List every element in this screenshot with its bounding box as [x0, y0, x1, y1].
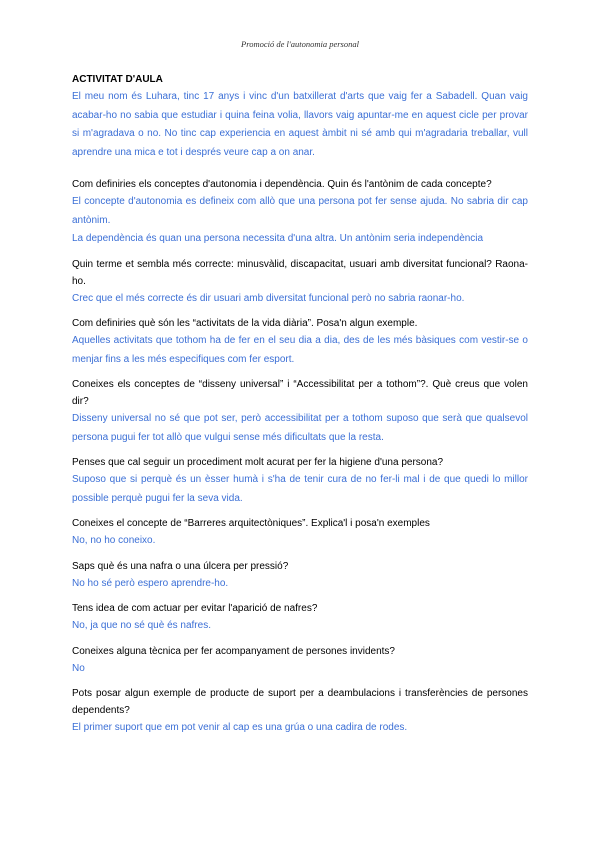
qa-block	[72, 315, 528, 369]
answer-text: No, ja que no sé què és nafres.	[72, 620, 211, 631]
question-text: Quin terme et sembla més correcte: minusvàlid, discapacitat, usuari amb diversitat funcional? Raona-ho.	[72, 258, 528, 287]
question-text: Coneixes el concepte de “Barreres arquitectòniques”. Explica'l i posa'n exemples	[72, 518, 430, 529]
answer-text: No, no ho coneixo.	[72, 535, 156, 546]
qa-block	[72, 600, 528, 636]
qa-block	[72, 643, 528, 679]
answer-text: La dependència és quan una persona necessita d'una altra. Un antònim seria independència	[72, 233, 484, 244]
qa-block	[72, 376, 528, 447]
question-text: Penses que cal seguir un procediment molt acurat per fer la higiene d'una persona?	[72, 457, 444, 468]
answer-text: No	[72, 662, 85, 674]
qa-block	[72, 685, 528, 738]
page-header: Promoció de l'autonomia personal	[241, 39, 359, 49]
answer-text: Disseny universal no sé que pot ser, però accessibilitat per a tothom suposo que serà que qualsevol persona pugui fer tot allò que vulgui sense més dificultats que la resta.	[72, 413, 528, 443]
question-text: Coneixes alguna tècnica per fer acompanyament de persones invidents?	[72, 645, 395, 657]
answer-text: Aquelles activitats que tothom ha de fer en el seu dia a dia, des de les més bàsiques com vestir-se o menjar fins a les més especifiques com fer esport.	[72, 335, 528, 365]
answer-text: No ho sé però espero aprendre-ho.	[72, 577, 229, 589]
qa-block	[72, 176, 528, 249]
question-text: Com definiries els conceptes d'autonomia i dependència. Quin és l'antònim de cada concepte?	[72, 179, 492, 190]
qa-block	[72, 558, 528, 594]
answer-text: Crec que el més correcte és dir usuari amb diversitat funcional però no sabria raonar-ho.	[72, 292, 465, 304]
question-text: Com definiries què són les “activitats de la vida diària”. Posa'n algun exemple.	[72, 318, 418, 329]
question-text: Tens idea de com actuar per evitar l'aparició de nafres?	[72, 603, 318, 614]
activity-title: ACTIVITAT D'AULA	[72, 74, 163, 85]
qa-block	[72, 256, 528, 309]
question-text: Saps què és una nafra o una úlcera per pressió?	[72, 560, 289, 572]
answer-text: Suposo que si perquè és un èsser humà i s'ha de tenir cura de no fer-li mal i de que quedi lo millor possible perquè pugui fer la seva vida.	[72, 474, 528, 504]
question-text: Pots posar algun exemple de producte de suport per a deambulacions i transferències de persones dependents?	[72, 688, 528, 716]
answer-text: El primer suport que em pot venir al cap es una grúa o una cadira de rodes.	[72, 722, 408, 733]
answer-text: El concepte d'autonomia es defineix com allò que una persona pot fer sense ajuda. No sabria dir cap antònim.	[72, 196, 528, 226]
activity-intro: El meu nom és Luhara, tinc 17 anys i vinc d'un batxillerat d'arts que vaig fer a Sabadell. Quan vaig acabar-ho no sabia que estudiar i quina feina volia, llavors vaig apuntar-me en aquest cicle per provar si m'agradava o no. No tinc cap experiencia en aquest àmbit ni sé amb qui m'agradaria treballar, vull aprendre una mica e tot i després veure cap a on anar.	[72, 91, 528, 158]
question-text: Coneixes els conceptes de “disseny universal” i “Accessibilitat per a tothom”?. Què creus que volen dir?	[72, 379, 528, 407]
qa-block	[72, 454, 528, 508]
qa-block	[72, 515, 528, 551]
document-body	[72, 73, 528, 745]
